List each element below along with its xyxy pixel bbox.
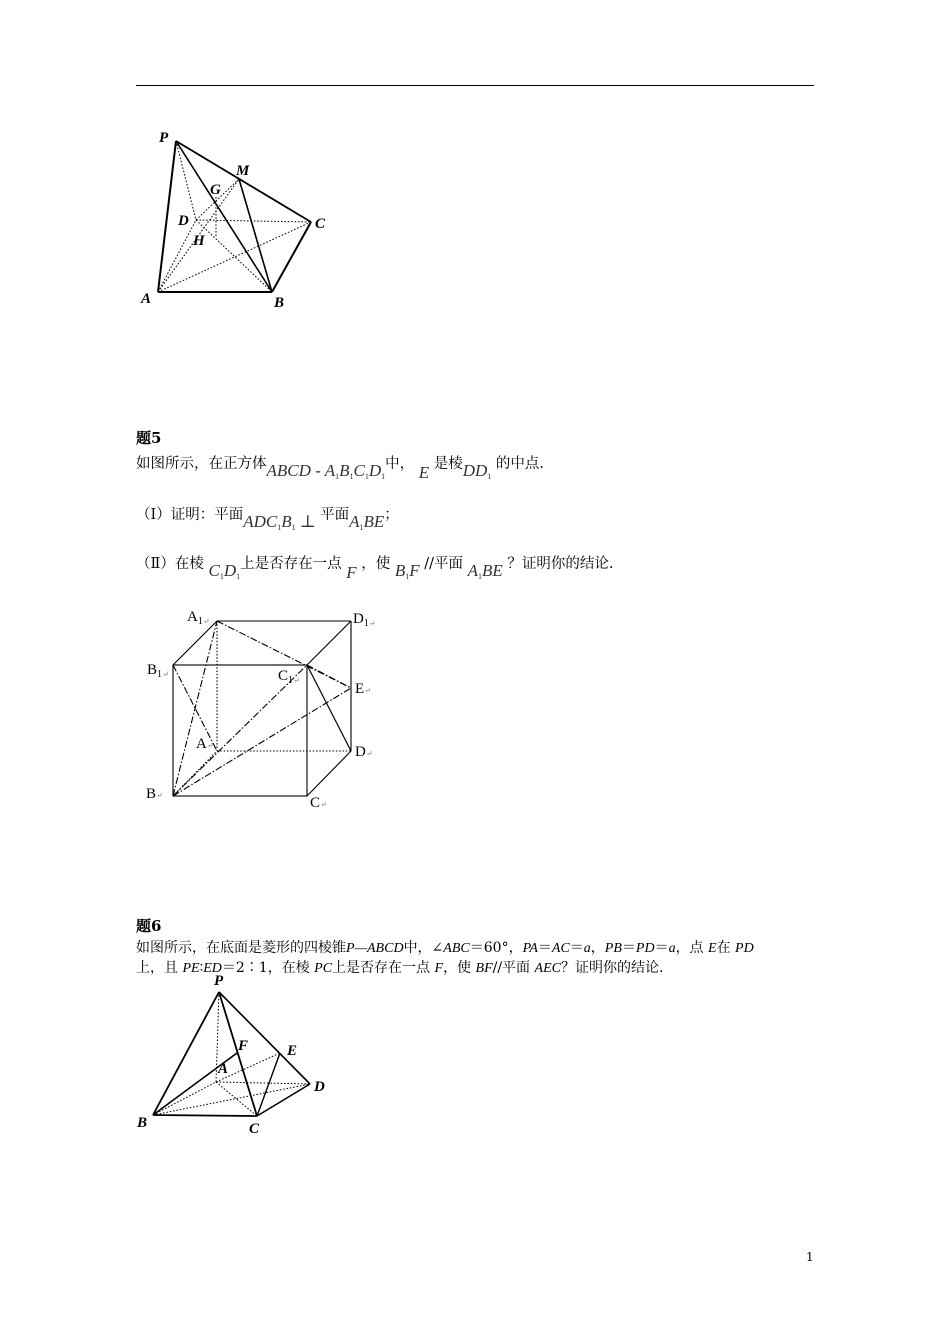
- edge-DC: [196, 220, 311, 222]
- label-C: C: [315, 216, 326, 232]
- edge-AD: [216, 1082, 310, 1084]
- figure-cube: [140, 600, 400, 825]
- header-rule: [136, 85, 814, 86]
- label-P: P: [159, 130, 169, 146]
- edge-PB: [153, 992, 219, 1115]
- edge-CD: [307, 751, 351, 796]
- figure-pyramid-2: [130, 965, 350, 1140]
- label-A: A: [218, 1061, 229, 1077]
- edge-PC: [176, 141, 311, 222]
- label-F: F: [238, 1038, 249, 1054]
- edge-C1D1: [307, 621, 351, 665]
- problem6-line2: 上，且 PE∶ED＝2∶1，在棱 PC上是否存在一点 F，使 BF//平面 AEC？证明你的结论.: [136, 960, 664, 976]
- edge-AD: [158, 220, 196, 292]
- figure-pyramid-1: [130, 125, 350, 325]
- problem6-line1: 如图所示，在底面是菱形的四棱锥P—ABCD中，∠ABC＝60°，PA＝AC＝a，PB＝PD＝a，点 E在 PD: [136, 940, 754, 956]
- line-C1D: [307, 665, 351, 751]
- problem5-intro: 如图所示，在正方体ABCD - $A_1B_1C_1D_1$中， E 是棱$DD_1$ 的中点.: [136, 456, 545, 482]
- label-G: G: [210, 182, 221, 198]
- line-C1E: [307, 665, 351, 688]
- edge-BC: [272, 222, 311, 292]
- label-A: A↵: [196, 736, 214, 752]
- label-D: D↵: [355, 744, 373, 760]
- label-B: B: [137, 1115, 148, 1131]
- line-BA1: [173, 621, 217, 796]
- edge-B1A1: [173, 621, 217, 665]
- diag-BD: [153, 1084, 310, 1115]
- label-P: P: [214, 973, 224, 989]
- label-M: M: [236, 163, 250, 179]
- label-E: E↵: [355, 681, 371, 697]
- label-B: B: [274, 295, 285, 311]
- label-D: D: [314, 1079, 325, 1095]
- label-A1: $A_1↵$: [187, 609, 210, 627]
- edge-BC: [153, 1115, 257, 1116]
- label-A: A: [141, 291, 152, 307]
- edge-PA: [158, 141, 176, 292]
- label-D: D: [178, 213, 189, 229]
- problem5-heading: 题5: [136, 429, 162, 447]
- label-E: E: [287, 1043, 298, 1059]
- label-C: C↵: [310, 795, 327, 811]
- label-B: B↵: [146, 786, 163, 802]
- problem6-heading: 题6: [136, 917, 162, 935]
- label-B1: $B_1↵$: [147, 662, 169, 680]
- problem5-part1: （Ⅰ）证明：平面$ADC_1B_1$ ⊥ 平面$A_1BE$；: [136, 507, 399, 532]
- label-D1: $D_1↵$: [353, 611, 376, 629]
- line-CE: [257, 1053, 280, 1116]
- label-C: C: [249, 1121, 260, 1137]
- problem5-part2: （Ⅱ）在棱 $C_1D_1$上是否存在一点 F ，使 $B_1F$ //平面 $A_1BE$ ？证明你的结论.: [136, 556, 614, 582]
- label-C1: $C_1↵$: [278, 668, 300, 686]
- label-H: H: [193, 233, 205, 249]
- line-BC1: [173, 665, 307, 796]
- page-number: 1: [806, 1250, 814, 1264]
- edge-PD: [176, 141, 196, 220]
